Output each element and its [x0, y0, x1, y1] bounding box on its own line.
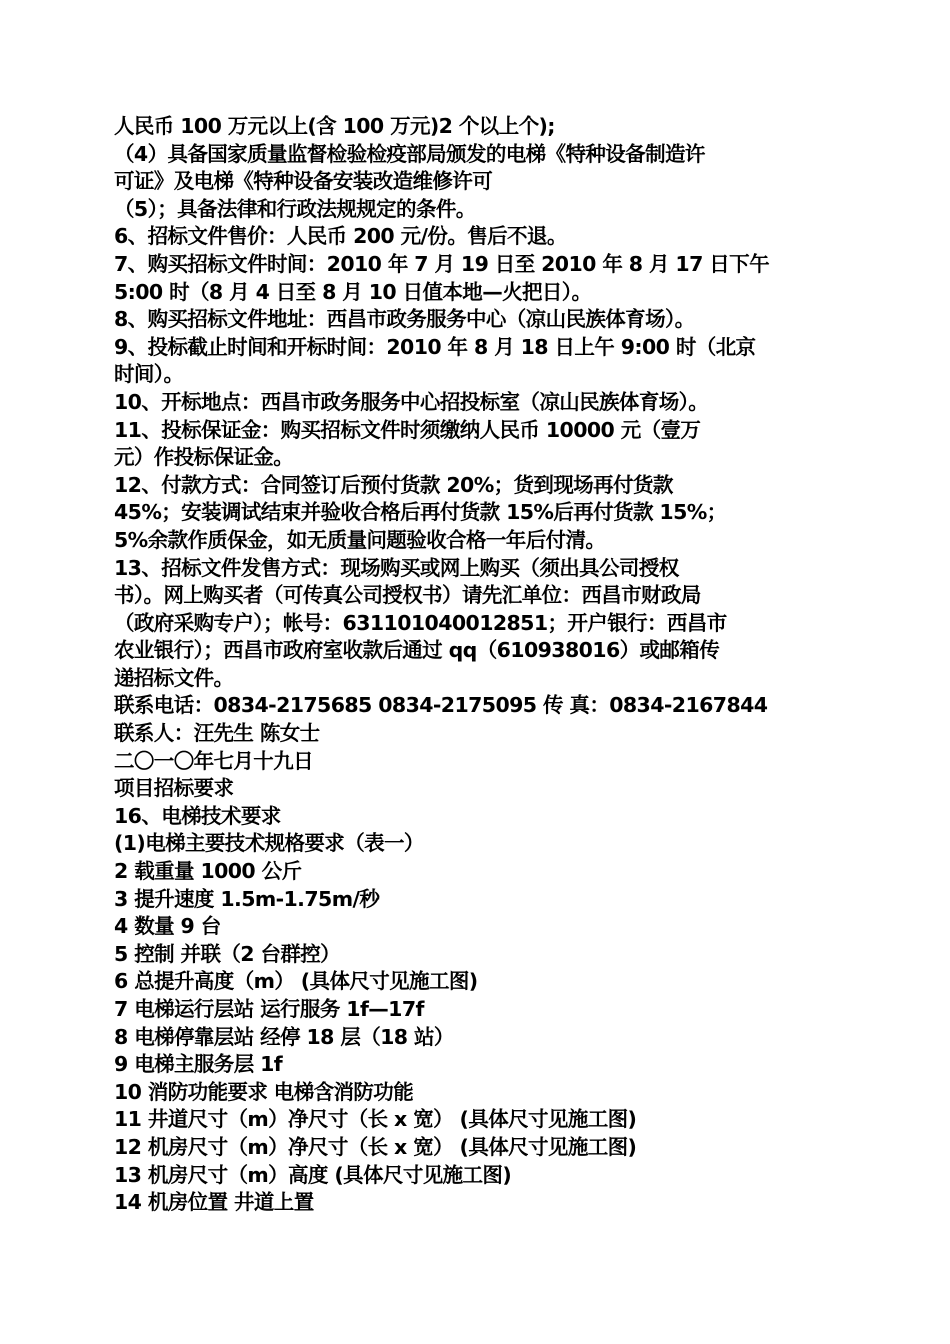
text-line-1: 人民币 100 万元以上(含 100 万元)2 个以上个); — [114, 114, 555, 138]
text-line-12: 11、投标保证金：购买招标文件时须缴纳人民币 10000 元（壹万 — [114, 417, 701, 442]
contact-person-line: 联系人：汪先生 陈女士 — [114, 721, 320, 746]
text-line-11: 10、开标地点：西昌市政务服务中心招投标室（凉山民族体育场）。 — [114, 389, 709, 414]
document-page — [114, 113, 844, 1217]
spec-item: 13 机房尺寸（m）高度 (具体尺寸见施工图) — [114, 1162, 512, 1187]
text-line-17: 13、招标文件发售方式：现场购买或网上购买（须出具公司授权 — [114, 555, 679, 580]
spec-item: 5 控制 并联（2 台群控） — [114, 941, 341, 966]
spec-item: 6 总提升高度（m） (具体尺寸见施工图) — [114, 969, 478, 994]
spec-item: 8 电梯停靠层站 经停 18 层（18 站） — [114, 1024, 454, 1049]
spec-item: 7 电梯运行层站 运行服务 1f—17f — [114, 997, 424, 1021]
spec-item: 9 电梯主服务层 1f — [114, 1052, 283, 1077]
text-line-7: 5:00 时（8 月 4 日至 8 月 10 日值本地—火把日）。 — [114, 279, 592, 304]
subsection-heading: 16、电梯技术要求 — [114, 803, 281, 828]
text-line-5: 6、招标文件售价：人民币 200 元/份。售后不退。 — [114, 224, 567, 249]
contact-phone-line: 联系电话：0834-2175685 0834-2175095 传 真：0834-2167844 — [114, 693, 768, 718]
text-line-16: 5%余款作质保金，如无质量问题验收合格一年后付清。 — [114, 527, 606, 552]
spec-item: 14 机房位置 井道上置 — [114, 1190, 314, 1215]
spec-table-title: (1)电梯主要技术规格要求（表一） — [114, 831, 424, 856]
spec-item: 10 消防功能要求 电梯含消防功能 — [114, 1079, 414, 1104]
text-line-14: 12、付款方式：合同签订后预付货款 20%；货到现场再付货款 — [114, 472, 673, 497]
text-line-19: （政府采购专户）；帐号：631101040012851；开户银行：西昌市 — [114, 610, 727, 635]
text-line-15: 45%；安装调试结束并验收合格后再付货款 15%后再付货款 15%； — [114, 500, 727, 525]
spec-item: 2 载重量 1000 公斤 — [114, 859, 302, 884]
spec-item: 3 提升速度 1.5m-1.75m/秒 — [114, 886, 380, 911]
spec-item: 11 井道尺寸（m）净尺寸（长 x 宽） (具体尺寸见施工图) — [114, 1107, 637, 1132]
text-line-18: 书）。网上购买者（可传真公司授权书）请先汇单位：西昌市财政局 — [114, 583, 701, 608]
section-heading: 项目招标要求 — [114, 776, 234, 801]
text-line-3: 可证》及电梯《特种设备安装改造维修许可 — [114, 169, 493, 194]
text-line-21: 递招标文件。 — [114, 665, 234, 690]
spec-item: 4 数量 9 台 — [114, 914, 221, 939]
text-line-6: 7、购买招标文件时间：2010 年 7 月 19 日至 2010 年 8 月 17 日下午 — [114, 251, 769, 276]
date-line: 二〇一〇年七月十九日 — [114, 748, 313, 773]
text-line-9: 9、投标截止时间和开标时间：2010 年 8 月 18 日上午 9:00 时（北京 — [114, 334, 756, 359]
text-line-13: 元）作投标保证金。 — [114, 445, 294, 470]
text-line-4: （5）；具备法律和行政法规规定的条件。 — [114, 196, 476, 221]
text-line-8: 8、购买招标文件地址：西昌市政务服务中心（凉山民族体育场）。 — [114, 307, 695, 332]
spec-item: 12 机房尺寸（m）净尺寸（长 x 宽） (具体尺寸见施工图) — [114, 1134, 637, 1159]
text-line-10: 时间）。 — [114, 362, 184, 387]
text-line-2: （4）具备国家质量监督检验检疫部局颁发的电梯《特种设备制造许 — [114, 141, 705, 166]
text-line-20: 农业银行）；西昌市政府室收款后通过 qq（610938016）或邮箱传 — [114, 638, 720, 663]
